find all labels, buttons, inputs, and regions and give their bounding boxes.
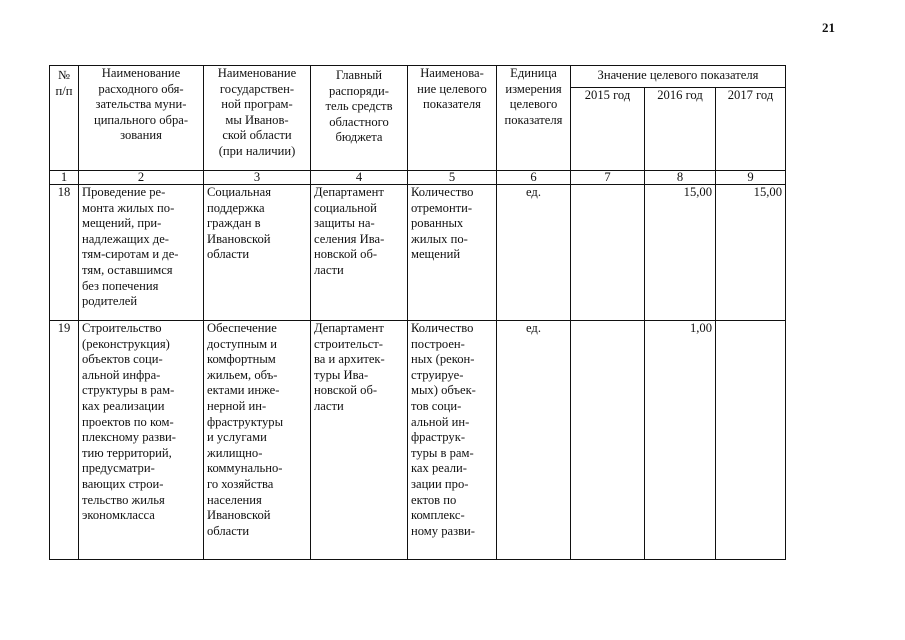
row-program: Обеспечение доступным и комфортным жильем, объ- ектами инже- нерной ин- фраструктуры и услугами жилищно- коммунально- го хозяйства населения Ивановской области bbox=[204, 321, 311, 560]
column-number: 6 bbox=[497, 171, 571, 185]
header-year-2016: 2016 год bbox=[645, 88, 716, 171]
table-row bbox=[50, 185, 786, 321]
header-indicator-values bbox=[571, 66, 786, 88]
column-number: 2 bbox=[79, 171, 204, 185]
row-value-2015 bbox=[571, 321, 645, 560]
page-number: 21 bbox=[822, 20, 835, 35]
header-number-label: № п/п bbox=[55, 68, 73, 98]
row-value-2016: 15,00 bbox=[645, 185, 716, 321]
header-indicator-values-label: Значение целевого показателя bbox=[597, 68, 759, 82]
header-row bbox=[50, 66, 786, 88]
header-year-2015: 2015 год bbox=[571, 88, 645, 171]
column-numbers-row bbox=[50, 171, 786, 185]
header-manager bbox=[311, 66, 408, 171]
row-value-2017: 15,00 bbox=[716, 185, 786, 321]
header-obligation bbox=[79, 66, 204, 171]
header-program-label: Наименование государствен- ной програм- мы Иванов- ской области (при наличии) bbox=[217, 66, 297, 158]
row-number: 18 bbox=[50, 185, 79, 321]
header-obligation-label: Наименование расходного обя- зательства муни- ципального обра- зования bbox=[93, 66, 189, 143]
row-program: Социальная поддержка граждан в Ивановской области bbox=[204, 185, 311, 321]
column-number: 5 bbox=[408, 171, 497, 185]
column-number: 7 bbox=[571, 171, 645, 185]
column-number: 4 bbox=[311, 171, 408, 185]
row-value-2017 bbox=[716, 321, 786, 560]
header-number bbox=[50, 66, 79, 171]
header-unit bbox=[497, 66, 571, 171]
header-program bbox=[204, 66, 311, 171]
row-manager: Департамент строительст- ва и архитек- туры Ива- новской об- ласти bbox=[311, 321, 408, 560]
header-year-2017: 2017 год bbox=[716, 88, 786, 171]
row-indicator: Количество отремонти- рованных жилых по- мещений bbox=[408, 185, 497, 321]
table-row bbox=[50, 321, 786, 560]
header-indicator-label: Наименова- ние целевого показателя bbox=[417, 66, 487, 112]
column-number: 3 bbox=[204, 171, 311, 185]
row-obligation: Строительство (реконструкция) объектов соци- альной инфра- структуры в рам- ках реализации проектов по ком- плексному разви- тию территорий, предусматри- вающих строи- тельство жилья экономкласса bbox=[79, 321, 204, 560]
row-manager: Департамент социальной защиты на- селения Ива- новской об- ласти bbox=[311, 185, 408, 321]
header-manager-label: Главный распоряди- тель средств областного бюджета bbox=[325, 68, 393, 145]
row-value-2016: 1,00 bbox=[645, 321, 716, 560]
row-number: 19 bbox=[50, 321, 79, 560]
row-unit: ед. bbox=[497, 185, 571, 321]
row-unit: ед. bbox=[497, 321, 571, 560]
header-indicator bbox=[408, 66, 497, 171]
row-value-2015 bbox=[571, 185, 645, 321]
column-number: 1 bbox=[50, 171, 79, 185]
header-unit-label: Единица измерения целевого показателя bbox=[504, 66, 563, 127]
column-number: 8 bbox=[645, 171, 716, 185]
row-obligation: Проведение ре- монта жилых по- мещений, при- надлежащих де- тям-сиротам и де- тям, оставшимся без попечения родителей bbox=[79, 185, 204, 321]
column-number: 9 bbox=[716, 171, 786, 185]
row-indicator: Количество построен- ных (рекон- струируе- мых) объек- тов соци- альной ин- фраструк- туры в рам- ках реали- зации про- ектов по комплекс- ному разви- bbox=[408, 321, 497, 560]
target-indicators-table bbox=[49, 65, 786, 560]
